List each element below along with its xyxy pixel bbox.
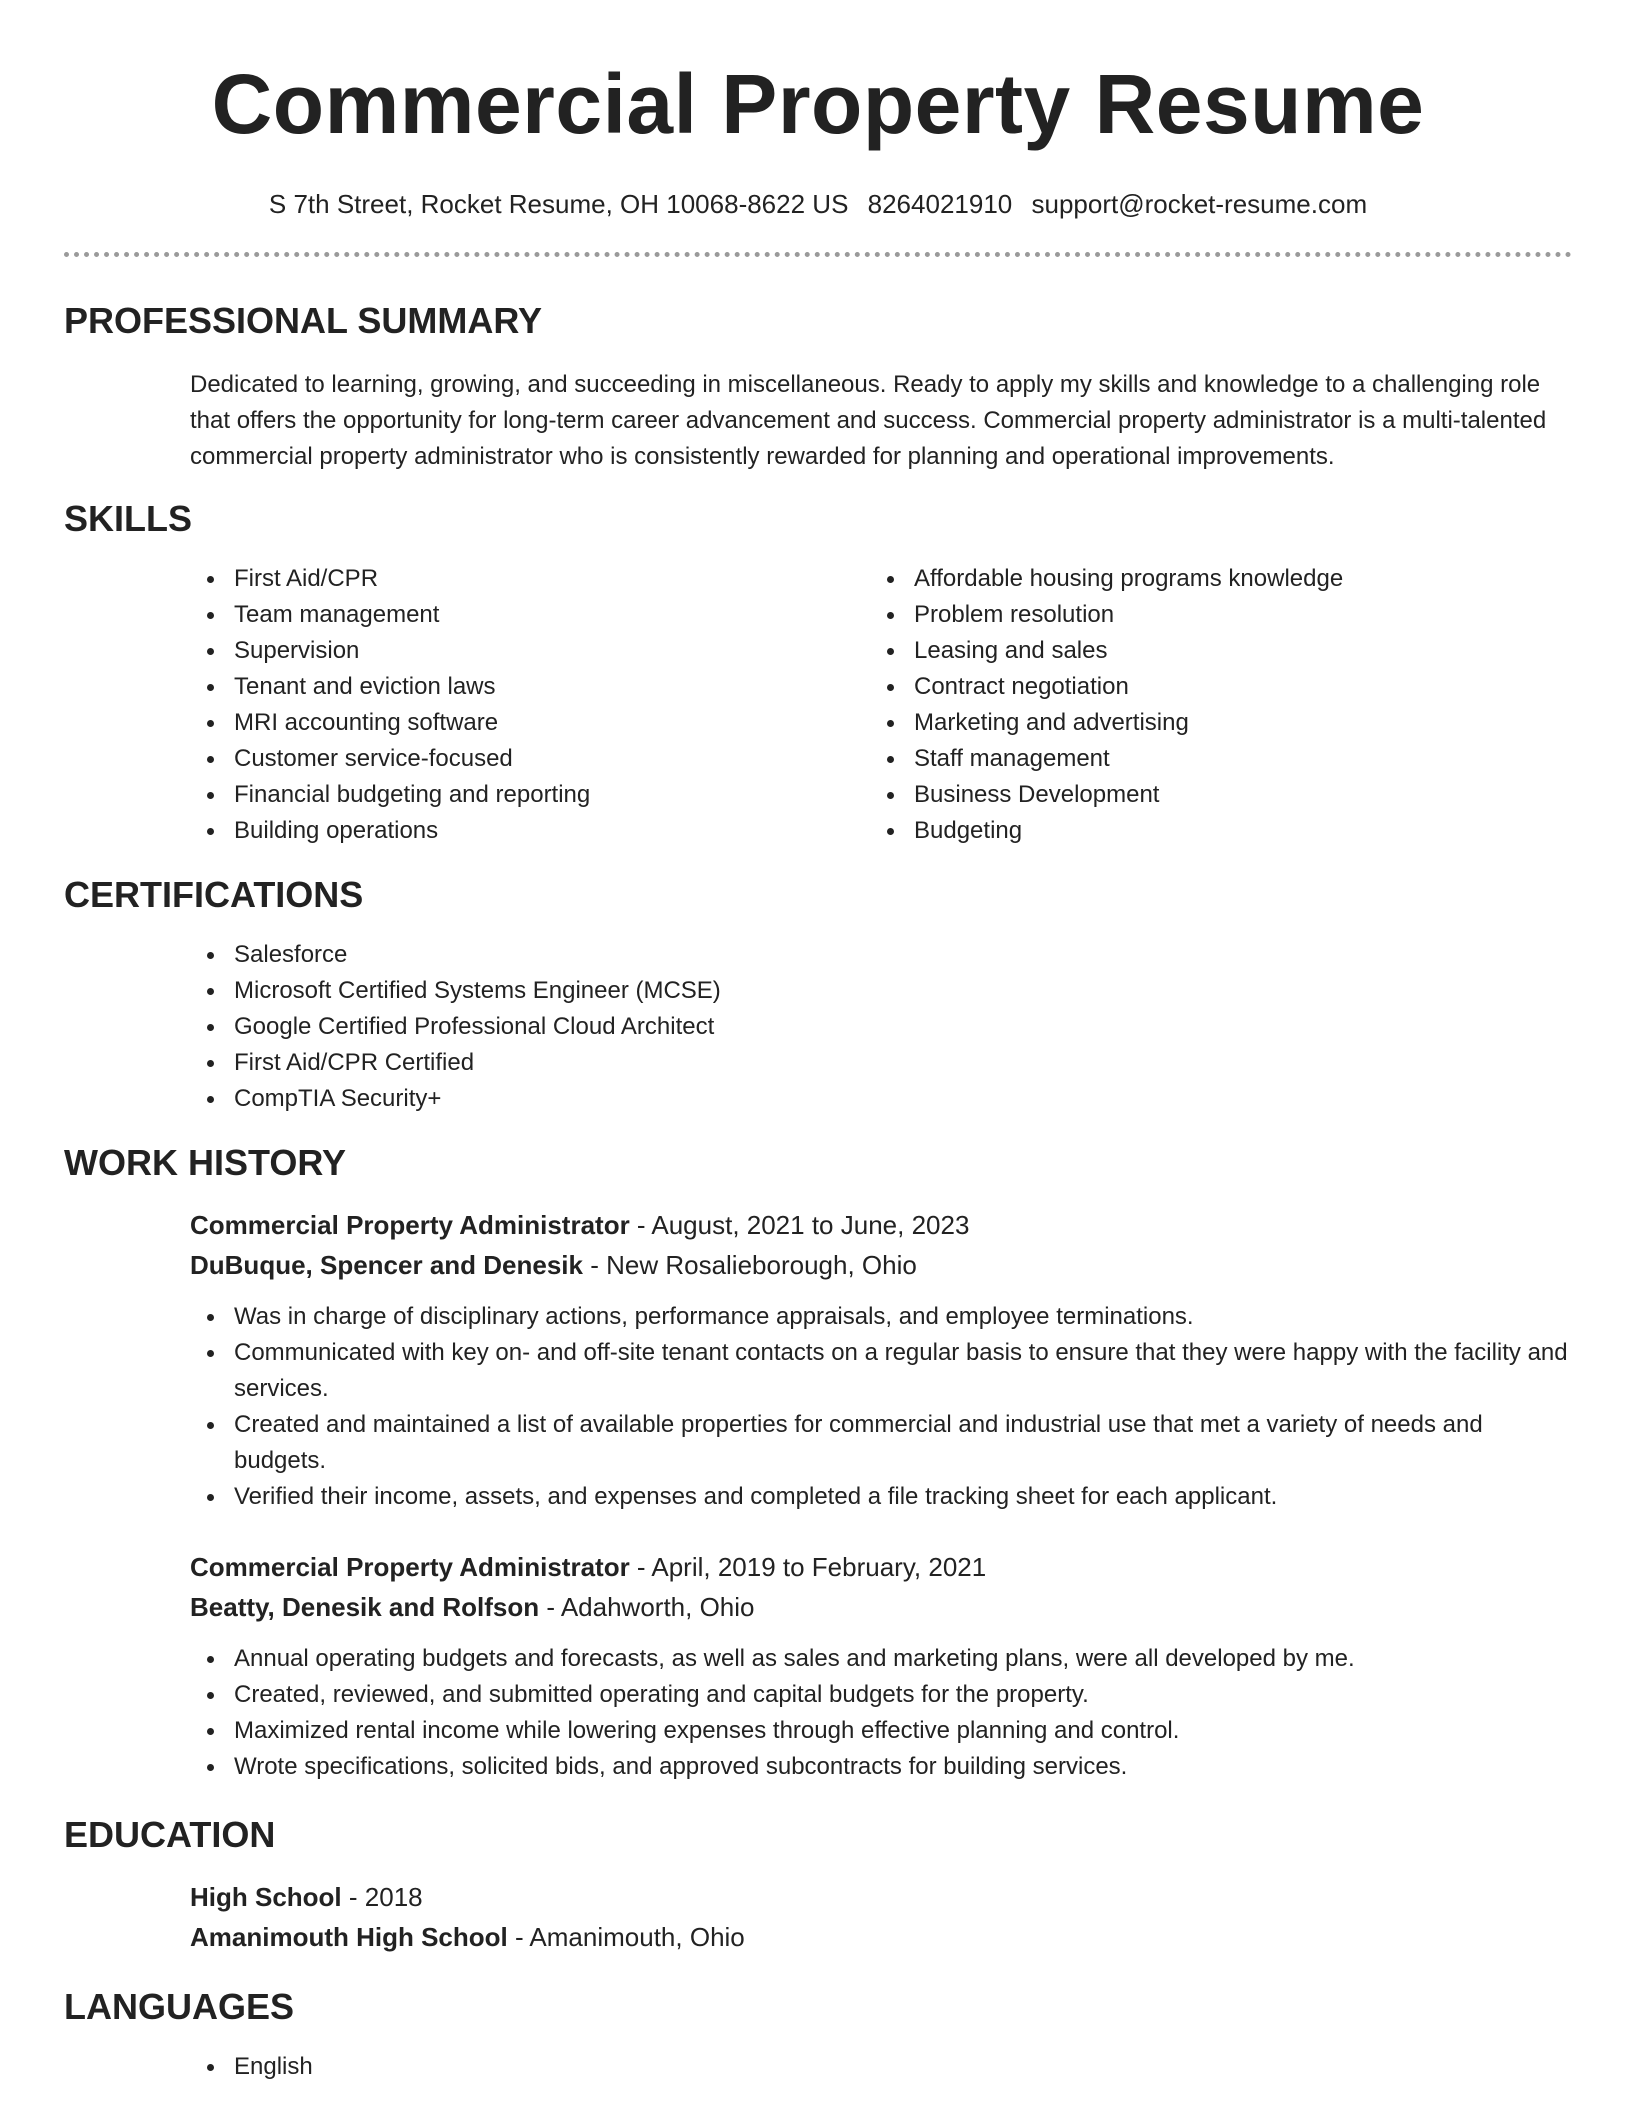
job-location: - Adahworth, Ohio <box>539 1592 755 1622</box>
certification-item: Salesforce <box>190 937 1572 973</box>
languages-list <box>190 2049 1572 2085</box>
skill-item: Leasing and sales <box>870 633 1550 669</box>
job-duty: Communicated with key on- and off-site tenant contacts on a regular basis to ensure that they were happy with the facility and services. <box>190 1335 1572 1407</box>
contact-line <box>64 188 1572 220</box>
job-location: - New Rosalieborough, Ohio <box>582 1250 917 1280</box>
education-school: Amanimouth High School <box>190 1922 508 1952</box>
skills-column-right <box>870 561 1550 849</box>
contact-email: support@rocket-resume.com <box>1031 189 1368 219</box>
certification-item: CompTIA Security+ <box>190 1081 1572 1117</box>
job-company: DuBuque, Spencer and Denesik <box>190 1250 583 1280</box>
education-degree-line <box>190 1877 1572 1917</box>
contact-address: S 7th Street, Rocket Resume, OH 10068-8622 US <box>268 189 849 219</box>
contact-phone: 8264021910 <box>867 189 1013 219</box>
skill-item: Customer service-focused <box>190 741 870 777</box>
education-school-line <box>190 1917 1572 1957</box>
skills-column-left <box>190 561 870 849</box>
job-company: Beatty, Denesik and Rolfson <box>190 1592 540 1622</box>
job-title-line <box>190 1205 1572 1245</box>
certification-item: First Aid/CPR Certified <box>190 1045 1572 1081</box>
skill-item: First Aid/CPR <box>190 561 870 597</box>
education-entry <box>190 1877 1572 1957</box>
job-duty: Verified their income, assets, and expenses and completed a file tracking sheet for each applicant. <box>190 1479 1572 1515</box>
skill-item: Problem resolution <box>870 597 1550 633</box>
skill-item: Tenant and eviction laws <box>190 669 870 705</box>
job-dates: - August, 2021 to June, 2023 <box>629 1210 970 1240</box>
skill-item: Team management <box>190 597 870 633</box>
skill-item: MRI accounting software <box>190 705 870 741</box>
job-duty: Created, reviewed, and submitted operating and capital budgets for the property. <box>190 1677 1572 1713</box>
skill-item: Marketing and advertising <box>870 705 1550 741</box>
job-duty: Created and maintained a list of available properties for commercial and industrial use that met a variety of needs and budgets. <box>190 1407 1572 1479</box>
job-duties <box>64 1299 1572 1515</box>
certification-item: Microsoft Certified Systems Engineer (MCSE) <box>190 973 1572 1009</box>
job-dates: - April, 2019 to February, 2021 <box>629 1552 987 1582</box>
summary-text: Dedicated to learning, growing, and succeeding in miscellaneous. Ready to apply my skills and knowledge to a challenging role that offers the opportunity for long-term career advancement and success. Commercial property administrator is a multi-talented commercial property administrator who is consistently rewarded for planning and operational improvements. <box>190 371 1547 470</box>
education-heading: EDUCATION <box>64 1814 276 1855</box>
languages-heading: LANGUAGES <box>64 1986 295 2027</box>
skill-item: Affordable housing programs knowledge <box>870 561 1550 597</box>
job-entry <box>190 1205 1572 1515</box>
skills-heading: SKILLS <box>64 498 193 539</box>
education-location: - Amanimouth, Ohio <box>507 1922 745 1952</box>
summary-heading: PROFESSIONAL SUMMARY <box>64 300 543 341</box>
job-company-line <box>190 1245 1572 1285</box>
education-year: - 2018 <box>341 1882 423 1912</box>
skill-item: Budgeting <box>870 813 1550 849</box>
skill-item: Business Development <box>870 777 1550 813</box>
skills-list <box>190 561 1572 849</box>
job-duties <box>64 1641 1572 1785</box>
job-role: Commercial Property Administrator <box>190 1552 630 1582</box>
certifications-heading: CERTIFICATIONS <box>64 874 364 915</box>
skill-item: Supervision <box>190 633 870 669</box>
certification-item: Google Certified Professional Cloud Architect <box>190 1009 1572 1045</box>
job-duty: Was in charge of disciplinary actions, performance appraisals, and employee terminations. <box>190 1299 1572 1335</box>
job-duty: Annual operating budgets and forecasts, as well as sales and marketing plans, were all developed by me. <box>190 1641 1572 1677</box>
education-degree: High School <box>190 1882 342 1912</box>
job-duty: Wrote specifications, solicited bids, and approved subcontracts for building services. <box>190 1749 1572 1785</box>
resume-title: Commercial Property Resume <box>211 57 1425 151</box>
language-item: English <box>190 2049 1572 2085</box>
work-history-heading: WORK HISTORY <box>64 1142 347 1183</box>
job-company-line <box>190 1587 1572 1627</box>
resume-page <box>64 0 1572 2085</box>
job-role: Commercial Property Administrator <box>190 1210 630 1240</box>
skill-item: Contract negotiation <box>870 669 1550 705</box>
skill-item: Staff management <box>870 741 1550 777</box>
skill-item: Building operations <box>190 813 870 849</box>
job-duty: Maximized rental income while lowering expenses through effective planning and control. <box>190 1713 1572 1749</box>
certifications-list <box>190 937 1572 1117</box>
skill-item: Financial budgeting and reporting <box>190 777 870 813</box>
job-entry <box>190 1547 1572 1785</box>
job-title-line <box>190 1547 1572 1587</box>
header-divider <box>64 252 1572 257</box>
